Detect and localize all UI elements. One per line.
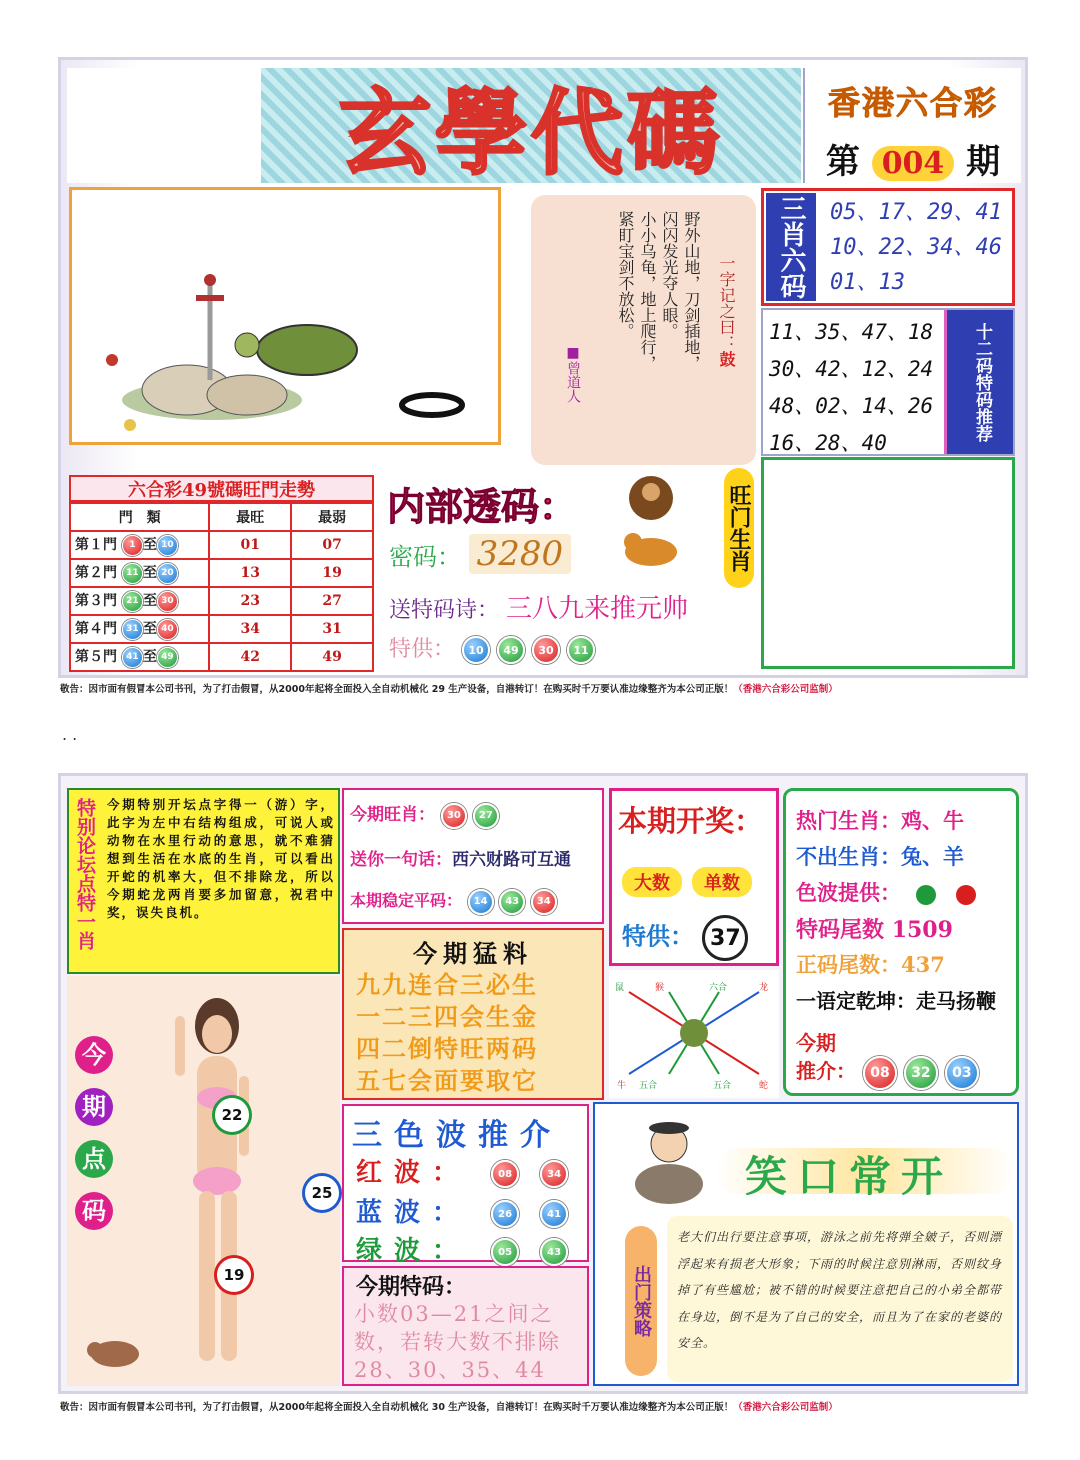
issue-box: [803, 68, 1021, 183]
compass-label: 五合: [713, 1081, 732, 1091]
door-cell: [70, 559, 209, 587]
poem-line: 紧盯宝剑不放松。: [616, 211, 635, 339]
poem-line-box: [389, 588, 688, 625]
hot-label: 一语定乾坤：: [796, 989, 916, 1013]
hot-cell: 01: [209, 531, 291, 559]
door-table-box: [69, 475, 374, 671]
vertical-char: 码: [75, 1192, 113, 1230]
rec-label-2: 推介：: [796, 1059, 856, 1083]
separator-dots: . .: [62, 725, 78, 744]
wave-label: 绿波：: [356, 1236, 471, 1266]
issue-suffix: 期: [966, 142, 1001, 182]
issue-number: 004: [872, 146, 955, 181]
hot-value: 走马扬鞭: [916, 989, 996, 1013]
range-ball: 10: [157, 535, 178, 556]
number-line: 11、35、47、18: [769, 320, 934, 344]
forum-text: 今期特别开坛点字得一（游）字，此字为左中右结构组成，可说人或动物在水里行动的意思，就不难猜想到生活在水底的生肖，可以看出开蛇的机率大，但不排除龙，所以今期蛇龙两肖要多加留意，祝君中奖，误失良机。: [107, 797, 335, 920]
rec-ball: 03: [945, 1056, 979, 1090]
hot-row: [796, 949, 945, 979]
cold-cell: 49: [291, 643, 373, 671]
special-code-text: 小数03—21之间之数，若转大数不排除28、30、35、44: [354, 1302, 561, 1382]
rec-ball: 32: [904, 1056, 938, 1090]
inside-code-box: [381, 468, 756, 668]
hot-row: [796, 877, 976, 907]
draw-special-ball: 37: [702, 915, 748, 961]
door-cell: [70, 531, 209, 559]
wave-label: 红波：: [356, 1158, 471, 1188]
table-row: [70, 587, 373, 615]
wave-label: 蓝波：: [356, 1198, 471, 1228]
cold-cell: 27: [291, 587, 373, 615]
blank-right-box: [761, 457, 1015, 669]
forum-box: [67, 788, 340, 974]
hot-row: [796, 805, 964, 835]
code-label: 密码：: [389, 543, 461, 571]
compass-label: 蛇: [759, 1081, 769, 1091]
draw-title: 本期开奖：: [618, 804, 764, 838]
range-mid: 至: [142, 649, 157, 666]
fierce-line: 九九连合三必生: [356, 970, 538, 999]
col-header: 門 類: [70, 503, 209, 531]
table-row: [70, 615, 373, 643]
poem-heading-text: 一字记之曰：: [717, 255, 736, 351]
blank-header-box: [67, 68, 259, 183]
poem-line: 小小乌龟，地上爬行，: [638, 211, 657, 371]
cold-cell: 07: [291, 531, 373, 559]
code-value: 3280: [469, 534, 572, 574]
poem-label: 送特码诗：: [389, 598, 500, 623]
range-mid: 至: [142, 565, 157, 582]
number-line: 30、42、12、24: [769, 357, 934, 381]
twelve-label: 十二码特码推荐: [944, 310, 1013, 454]
hot-cell: 13: [209, 559, 291, 587]
laugh-text-box: [667, 1216, 1013, 1382]
special-code-box: [342, 1266, 589, 1386]
hot-label: 正码尾数：: [796, 952, 901, 977]
door-cell: [70, 615, 209, 643]
laugh-text: 老大们出行要注意事项，游泳之前先将弹全皴子，否则漂浮起来有损老大形象；下雨的时候注意别淋雨，否则纹身掉了有些尴尬；被不错的时候要注意把自己的小弟全都带在身边，倒不是为了自己的安全，而且为了在家的老婆的安全。: [677, 1230, 1003, 1350]
poem-heading: [715, 255, 738, 367]
range-ball: 1: [122, 535, 143, 556]
title-banner: [261, 68, 801, 187]
model-box: [67, 976, 340, 1386]
range-ball: 41: [122, 647, 143, 668]
stable-line: [350, 888, 557, 915]
wave-ball: 05: [491, 1238, 519, 1266]
wang-line: [350, 800, 499, 829]
compass-label: 龙: [759, 983, 769, 993]
top-middle-box: [342, 788, 604, 924]
model-figure: [137, 986, 297, 1381]
issue-line: [805, 134, 1021, 183]
laugh-box: [593, 1102, 1019, 1386]
wave-ball: 26: [491, 1200, 519, 1228]
monkey-icon: [621, 468, 681, 528]
footer-text: 敬告：因市面有假冒本公司书刊，为了打击假冒，从2000年起将全面投入全自动机械化 29 生产设备，自港转订！在购买时千万要认准边缘整齐为本公司正版！: [60, 684, 734, 695]
door-table-title: 六合彩49號碼旺門走勢: [69, 475, 374, 502]
poem-scroll: [531, 195, 756, 465]
fierce-box: [342, 928, 604, 1100]
pig-icon: [85, 1332, 145, 1372]
twelve-numbers: [769, 314, 933, 462]
number-line: 16、28、40: [769, 431, 887, 455]
rec-ball: 08: [863, 1056, 897, 1090]
special-ball: 11: [567, 636, 595, 664]
compass-label: 五合: [639, 1081, 658, 1091]
stable-ball: 34: [531, 889, 557, 915]
model-ball: 22: [215, 1098, 249, 1132]
poem-value: 三八九来推元帅: [506, 594, 689, 624]
range-ball: 21: [122, 591, 143, 612]
door-label: 第１門: [75, 537, 117, 554]
col-header: 最旺: [209, 503, 291, 531]
footer-text: 敬告：因市面有假冒本公司书刊，为了打击假冒，从2000年起将全面投入全自动机械化 30 生产设备，自港转订！在购买时千万要认准边缘整齐为本公司正版！: [60, 1402, 734, 1413]
fierce-title: 今期猛料: [413, 939, 533, 968]
draw-tags: [622, 867, 752, 897]
rec-label-1: 今期: [796, 1031, 836, 1055]
vertical-char: 今: [75, 1036, 113, 1074]
number-line: 10、22、34、46: [830, 235, 1002, 260]
poem-key-char: 鼓: [717, 351, 736, 367]
laugh-title: 笑口常开: [745, 1152, 954, 1201]
twelve-numbers-box: [761, 308, 1015, 456]
three-zodiac-box: [761, 188, 1015, 306]
wave-ball: 08: [491, 1160, 519, 1188]
hot-value: 1509: [891, 917, 953, 943]
hot-cell: 23: [209, 587, 291, 615]
table-row: [70, 643, 373, 671]
compass-label: 猴: [655, 983, 665, 993]
range-ball: 11: [122, 563, 143, 584]
special-ball: 30: [532, 636, 560, 664]
forum-label: 特别论坛点特一肖: [74, 798, 96, 950]
special-line: [389, 632, 595, 664]
col-header: 最弱: [291, 503, 373, 531]
footer-notice-1: [60, 681, 1022, 695]
special-ball: 49: [497, 636, 525, 664]
hot-cell: 42: [209, 643, 291, 671]
vertical-char: 点: [75, 1140, 113, 1178]
stable-ball: 14: [468, 889, 494, 915]
door-label: 第４門: [75, 621, 117, 638]
code-line: [389, 534, 571, 574]
illustration-box: [69, 187, 501, 445]
wang-label: 今期旺肖：: [350, 805, 435, 825]
poem-sign: ■曾道人: [565, 345, 581, 403]
cartoon-money-icon: [619, 1114, 719, 1214]
wave-ball: 43: [540, 1238, 568, 1266]
page-title: 玄學代碼: [338, 78, 723, 187]
hot-label: 不出生肖：: [796, 844, 901, 869]
door-label: 第２門: [75, 565, 117, 582]
model-ball: 19: [217, 1258, 251, 1292]
range-ball: 30: [157, 591, 178, 612]
hot-value: 437: [901, 952, 945, 977]
compass-label: 牛: [617, 1081, 627, 1091]
cold-cell: 31: [291, 615, 373, 643]
hot-row: [796, 841, 964, 871]
special-ball: 10: [462, 636, 490, 664]
fierce-line: 四二倒特旺两码: [356, 1034, 538, 1063]
poem-line: 闪闪发光夺人眼。: [660, 211, 679, 339]
three-zodiac-numbers: [830, 195, 1002, 300]
stable-label: 本期稳定平码：: [350, 891, 463, 910]
fierce-line: 一二三四会生金: [356, 1002, 538, 1031]
wave-ball: 34: [540, 1160, 568, 1188]
side-zodiac-label: 旺门生肖: [724, 468, 754, 588]
lottery-name: 香港六合彩: [827, 84, 998, 122]
hot-cell: 34: [209, 615, 291, 643]
model-ball: 25: [305, 1176, 339, 1210]
wang-ball: 27: [473, 803, 499, 829]
draw-box: [609, 788, 779, 966]
compass-box: [609, 970, 779, 1098]
special-label: 特供：: [389, 637, 456, 662]
hot-value: 兔、羊: [901, 844, 964, 869]
door-label: 第５門: [75, 649, 117, 666]
draw-special-label: 特供：: [622, 921, 694, 951]
range-ball: 31: [122, 619, 143, 640]
wang-ball: 30: [441, 803, 467, 829]
wave-dot-red: [956, 885, 976, 905]
wave-row: [356, 1192, 568, 1229]
number-line: 05、17、29、41: [830, 200, 1002, 225]
number-line: 48、02、14、26: [769, 394, 934, 418]
three-wave-title: 三色波推介: [352, 1118, 562, 1153]
hot-label: 特码尾数: [796, 917, 885, 943]
footer-sign: （香港六合彩公司监制）: [733, 684, 838, 695]
three-zodiac-label: 三肖六码: [766, 193, 816, 301]
vertical-char: 期: [75, 1088, 113, 1126]
number-line: 01、13: [830, 270, 905, 295]
three-wave-box: [342, 1104, 589, 1266]
footer-sign: （香港六合彩公司监制）: [733, 1402, 838, 1413]
sword-turtle-illustration: [72, 190, 498, 442]
door-cell: [70, 587, 209, 615]
sheet-bottom: [58, 773, 1028, 1394]
door-label: 第３門: [75, 593, 117, 610]
fierce-line: 五七会面要取它: [356, 1066, 538, 1095]
saying-text: 西六财路可互通: [452, 850, 571, 870]
stable-ball: 43: [499, 889, 525, 915]
door-table: [69, 502, 374, 672]
issue-prefix: 第: [825, 142, 860, 182]
range-ball: 40: [157, 619, 178, 640]
inside-title: 内部透码：: [387, 484, 578, 529]
range-mid: 至: [142, 621, 157, 638]
tiger-icon: [621, 528, 681, 573]
hot-label: 热门生肖：: [796, 808, 901, 833]
wave-ball: 41: [540, 1200, 568, 1228]
hot-value: 鸡、牛: [901, 808, 964, 833]
range-ball: 49: [157, 647, 178, 668]
range-mid: 至: [142, 593, 157, 610]
poem-lines: [614, 211, 702, 371]
saying-label: 送你一句话：: [350, 850, 452, 870]
fierce-lines: [344, 969, 602, 1097]
draw-tag: 单数: [692, 867, 752, 897]
footer-notice-2: [60, 1399, 1022, 1413]
saying-line: [350, 845, 571, 870]
wave-dot-green: [916, 885, 936, 905]
rec-line: [796, 1055, 979, 1090]
draw-special: [622, 915, 748, 961]
hot-zodiac-box: [783, 788, 1019, 1096]
cold-cell: 19: [291, 559, 373, 587]
vertical-label: [75, 1036, 113, 1230]
draw-tag: 大数: [622, 867, 682, 897]
hot-row: [796, 985, 996, 1014]
wave-row: [356, 1230, 568, 1267]
door-cell: [70, 643, 209, 671]
range-ball: 20: [157, 563, 178, 584]
table-row: [70, 531, 373, 559]
hot-row: [796, 913, 953, 944]
compass-label: 鼠: [615, 983, 625, 993]
special-code-title: 今期特码：: [356, 1274, 467, 1300]
poem-line: 野外山地，刀剑插地，: [682, 211, 701, 371]
wave-row: [356, 1152, 568, 1189]
sheet-top: [58, 57, 1028, 678]
range-mid: 至: [142, 537, 157, 554]
compass-label: 六合: [709, 983, 728, 993]
table-row: [70, 559, 373, 587]
hot-label: 色波提供：: [796, 880, 901, 905]
laugh-side: 出门策略: [625, 1226, 657, 1376]
compass-diagram: [609, 970, 779, 1098]
